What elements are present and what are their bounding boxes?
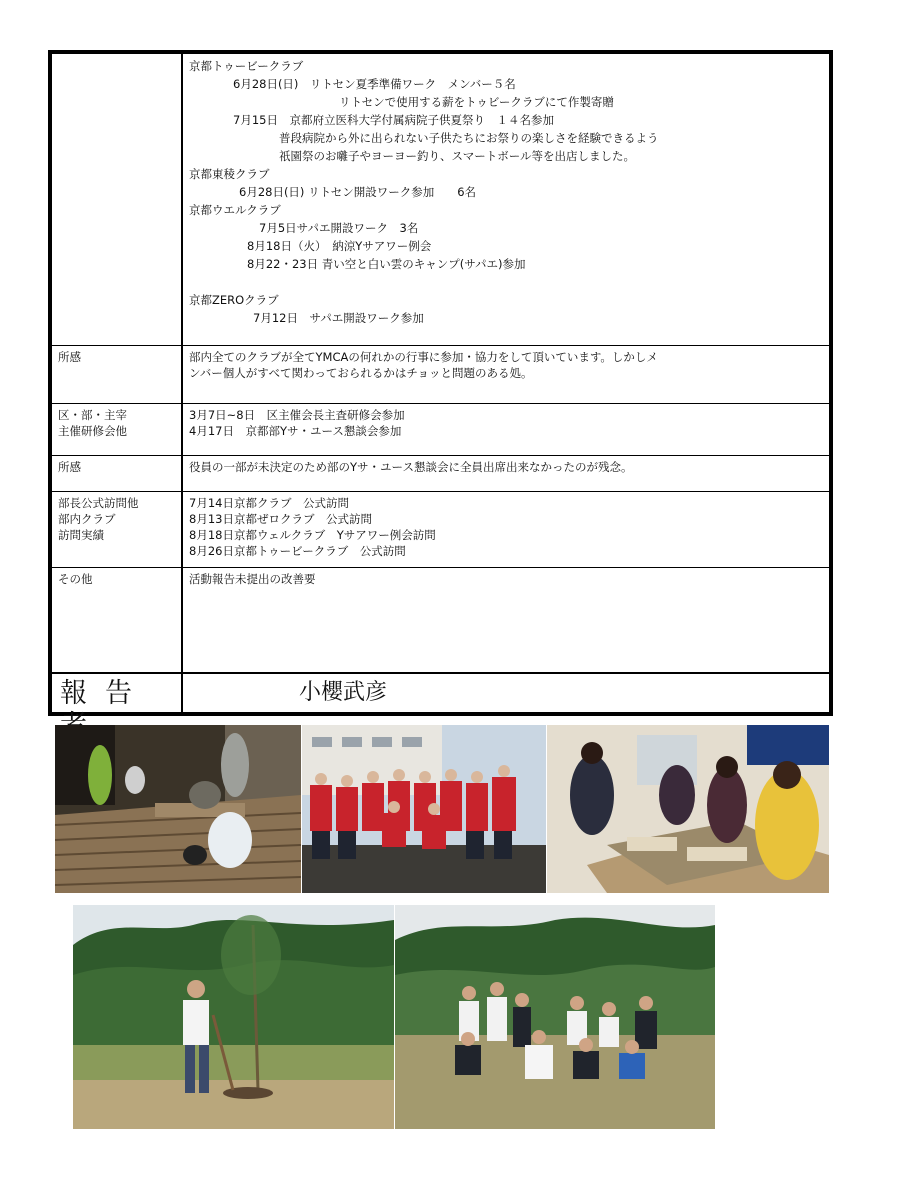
- impression-1-line: 部内全てのクラブが全てYMCAの何れかの行事に参加・協力をして頂いています。しかしメ: [189, 350, 658, 364]
- row-training: [52, 404, 829, 456]
- impression-2-value: [183, 456, 829, 491]
- row-other: [52, 568, 829, 674]
- impression-2-line: 役員の一部が未決定のため部のYサ・ユース懇談会に全員出席出来なかったのが残念。: [189, 460, 633, 474]
- training-value: [183, 404, 829, 455]
- visits-line: 8月13日京都ぜロクラブ 公式訪問: [189, 512, 372, 526]
- photo-summer-festival: [547, 725, 829, 893]
- club-activities-value: [183, 54, 829, 345]
- visits-label-line: 部内クラブ: [58, 512, 116, 526]
- reporter-label: 報告: [52, 674, 183, 716]
- photo-group-planting: [395, 905, 715, 1129]
- other-value: [183, 568, 829, 672]
- visits-line: 8月26日京都トゥービークラブ 公式訪問: [189, 544, 406, 558]
- visits-value: [183, 492, 829, 567]
- activity-line: 祇園祭のお囃子やヨーヨー釣り、スマートボール等を出店しました。: [279, 149, 636, 163]
- visits-label-line: 訪問実績: [58, 528, 104, 542]
- other-label: その他: [52, 568, 183, 672]
- training-line: 3月7日~8日 区主催会長主査研修会参加: [189, 408, 405, 422]
- activity-line: 京都ウエルクラブ: [189, 203, 281, 217]
- reporter-name: 小櫻武彦: [299, 680, 388, 705]
- activity-line: リトセンで使用する薪をトゥビークラブにて作製寄贈: [339, 95, 614, 109]
- photo-group-happi: [302, 725, 546, 893]
- label-empty: [52, 54, 183, 345]
- row-impression-2: [52, 456, 829, 492]
- activity-line: 6月28日(日) リトセン開設ワーク参加 6名: [239, 185, 477, 199]
- activity-line: 7月12日 サパエ開設ワーク参加: [253, 311, 424, 325]
- visits-line: 7月14日京都クラブ 公式訪問: [189, 496, 349, 510]
- visits-line: 8月18日京都ウェルクラブ Yサアワー例会訪問: [189, 528, 436, 542]
- impression-1-label: 所感: [52, 346, 183, 403]
- activity-line: 8月22・23日 青い空と白い雲のキャンプ(サパエ)参加: [247, 257, 526, 271]
- activity-line: 普段病院から外に出られない子供たちにお祭りの楽しさを経験できるよう: [279, 131, 659, 145]
- activity-line: 京都トゥービークラブ: [189, 59, 304, 73]
- training-label-line: 主催研修会他: [58, 424, 127, 438]
- activity-report-table: [48, 50, 833, 716]
- impression-1-line: ンバー個人がすべて関わっておられるかはチョッと問題のある処。: [189, 366, 533, 380]
- activity-line: [189, 273, 823, 291]
- photo-deck-work: [55, 725, 301, 893]
- activity-line: 京都ZEROクラブ: [189, 293, 279, 307]
- row-club-activities: [52, 54, 829, 346]
- row-reporter: [52, 674, 829, 716]
- activity-line: 6月28日(日) リトセン夏季準備ワーク メンバー５名: [233, 77, 516, 91]
- row-visits: [52, 492, 829, 568]
- visits-label: [52, 492, 183, 567]
- activity-line: 京都東稜クラブ: [189, 167, 270, 181]
- impression-2-label: 所感: [52, 456, 183, 491]
- other-line: 活動報告未提出の改善要: [189, 572, 316, 586]
- impression-1-value: [183, 346, 829, 403]
- activity-line: 8月18日（火） 納涼Yサアワー例会: [247, 239, 432, 253]
- activity-line: 7月5日サパエ開設ワーク 3名: [259, 221, 419, 235]
- row-impression-1: [52, 346, 829, 404]
- training-line: 4月17日 京都部Yサ・ユース懇談会参加: [189, 424, 402, 438]
- training-label: [52, 404, 183, 455]
- training-label-line: 区・部・主宰: [58, 408, 127, 422]
- visits-label-line: 部長公式訪問他: [58, 496, 139, 510]
- activity-line: 7月15日 京都府立医科大学付属病院子供夏祭り １４名参加: [233, 113, 554, 127]
- photo-tree-planting: [73, 905, 394, 1129]
